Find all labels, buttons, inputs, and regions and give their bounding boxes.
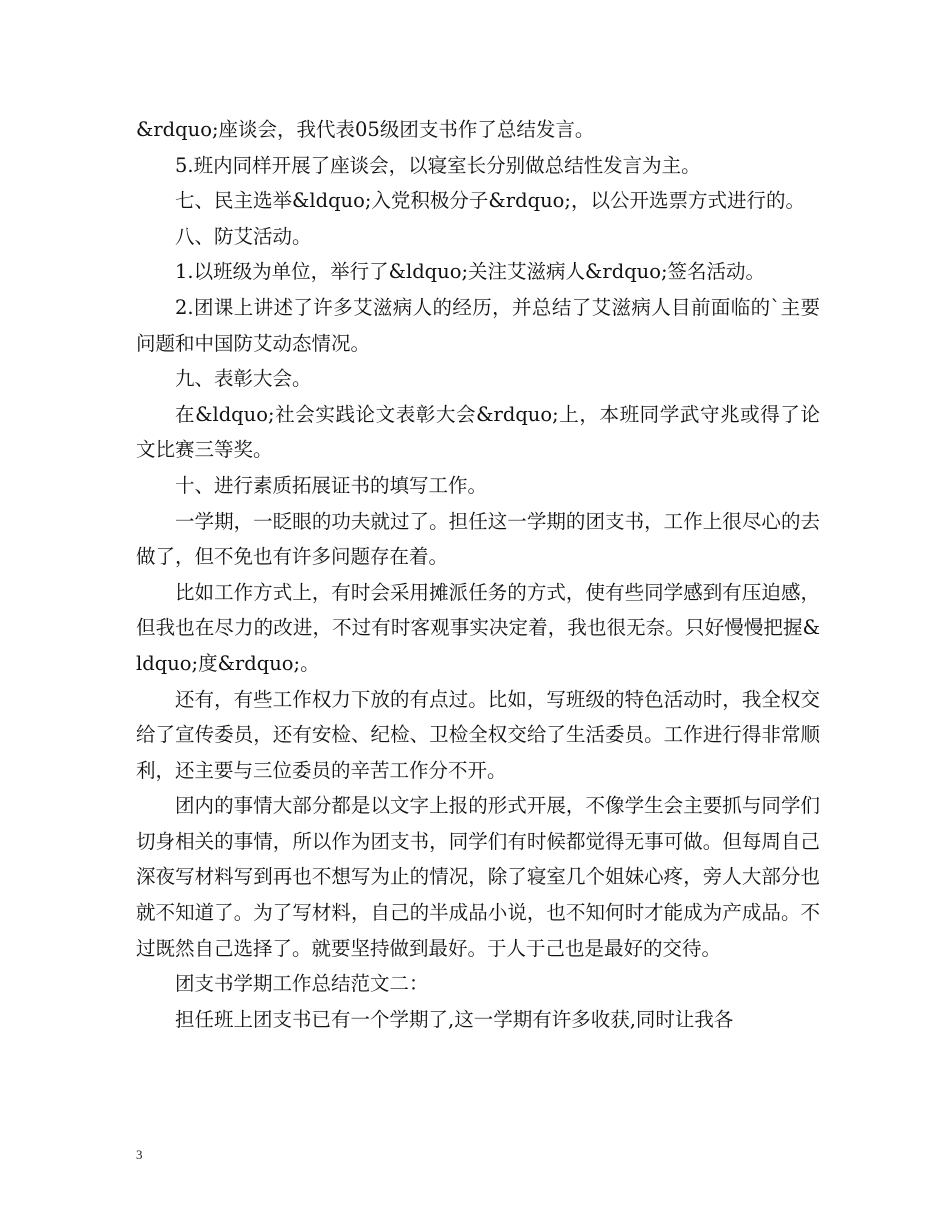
- paragraph: 比如工作方式上，有时会采用摊派任务的方式，使有些同学感到有压迫感，但我也在尽力的改进，不过有时客观事实决定着，我也很无奈。只好慢慢把握&ldquo;度&rdquo;。: [136, 580, 820, 675]
- paragraph: 九、表彰大会。: [175, 367, 312, 391]
- page-number: 3: [136, 1147, 143, 1162]
- document-body: [136, 112, 820, 1037]
- paragraph: 担任班上团支书已有一个学期了,这一学期有许多收获,同时让我各: [175, 1007, 734, 1031]
- paragraph: 团支书学期工作总结范文二：: [175, 972, 429, 996]
- paragraph: 在&ldquo;社会实践论文表彰大会&rdquo;上，本班同学武守兆或得了论文比赛三等奖。: [136, 402, 820, 462]
- paragraph: 1.以班级为单位，举行了&ldquo;关注艾滋病人&rdquo;签名活动。: [175, 260, 766, 284]
- paragraph: 八、防艾活动。: [175, 224, 312, 248]
- paragraph: 七、民主选举&ldquo;入党积极分子&rdquo;，以公开选票方式进行的。: [175, 189, 805, 213]
- paragraph: 还有，有些工作权力下放的有点过。比如，写班级的特色活动时，我全权交给了宣传委员，还有安检、纪检、卫检全权交给了生活委员。工作进行得非常顺利，还主要与三位委员的辛苦工作分不开。: [136, 687, 820, 782]
- paragraph: 十、进行素质拓展证书的填写工作。: [175, 473, 488, 497]
- paragraph: &rdquo;座谈会，我代表05级团支书作了总结发言。: [136, 118, 595, 141]
- paragraph: 5.班内同样开展了座谈会，以寝室长分别做总结性发言为主。: [175, 153, 701, 177]
- paragraph: 2.团课上讲述了许多艾滋病人的经历，并总结了艾滋病人目前面临的`主要问题和中国防艾动态情况。: [136, 295, 820, 355]
- paragraph: 一学期，一眨眼的功夫就过了。担任这一学期的团支书，工作上很尽心的去做了，但不免也有许多问题存在着。: [136, 509, 820, 569]
- paragraph: 团内的事情大部分都是以文字上报的形式开展，不像学生会主要抓与同学们切身相关的事情，所以作为团支书，同学们有时候都觉得无事可做。但每周自己深夜写材料写到再也不想写为止的情况，除了寝室几个姐妹心疼，旁人大部分也就不知道了。为了写材料，自己的半成品小说，也不知何时才能成为产成品。不过既然自己选择了。就要坚持做到最好。于人于己也是最好的交待。: [136, 794, 820, 960]
